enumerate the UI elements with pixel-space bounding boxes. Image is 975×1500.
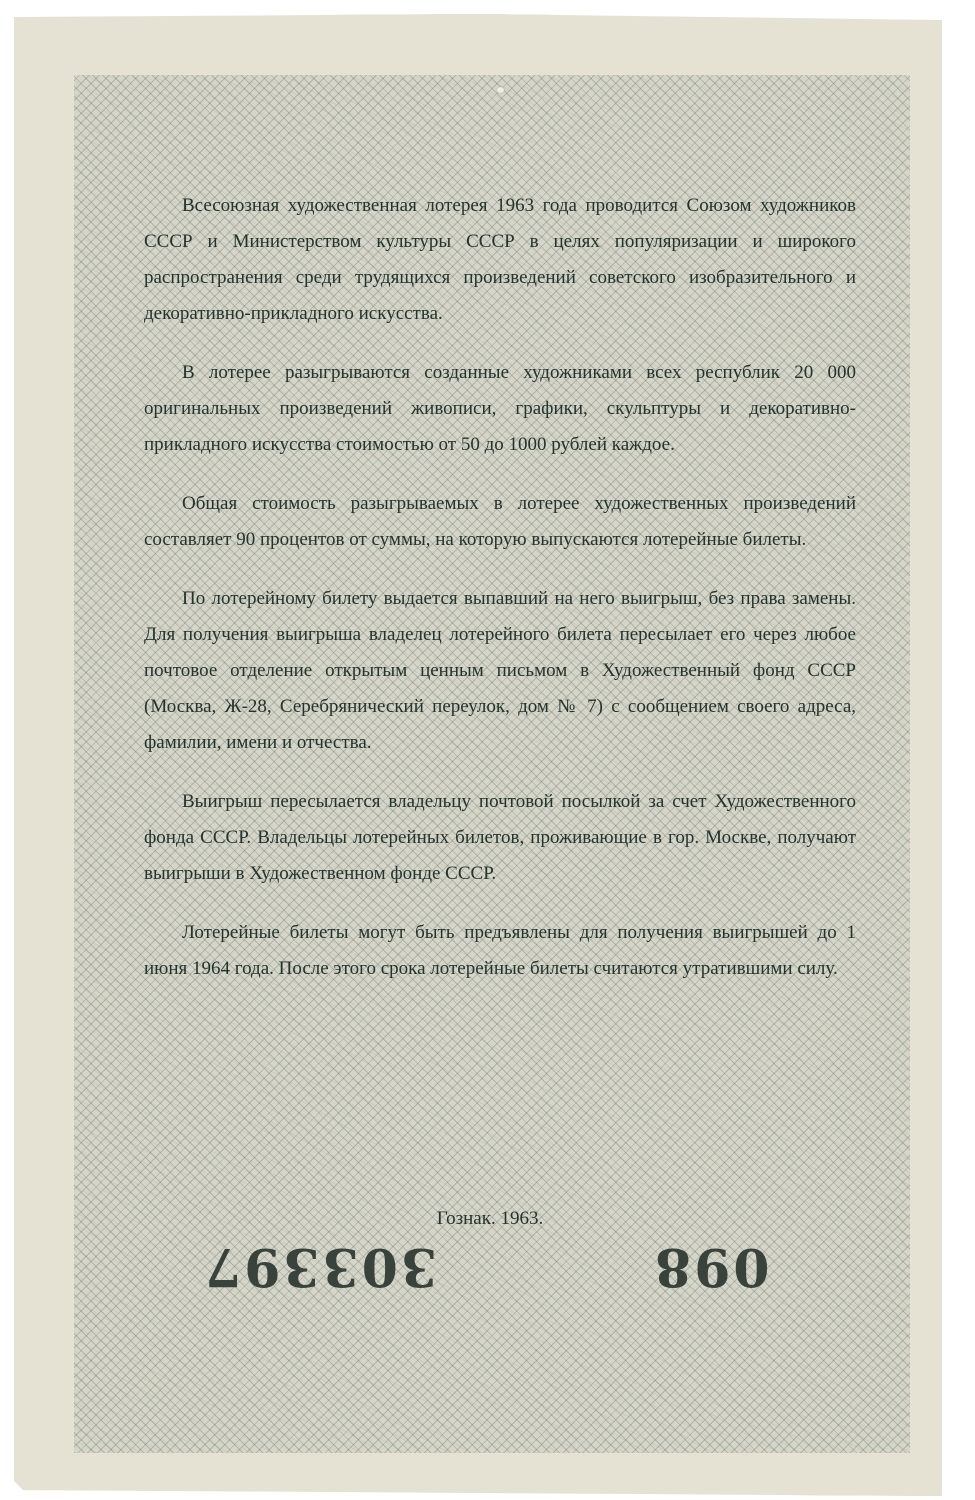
- lottery-rules-text: [144, 188, 856, 1010]
- pinhole-mark: [497, 87, 504, 93]
- printer-imprint: Гознак. 1963.: [436, 1208, 544, 1229]
- paragraph-purpose: Всесоюзная художественная лотерея 1963 года проводится Союзом художников СССР и Министерством культуры СССР в целях популяризации и широкого распространения среди трудящихся произведений советского изобразительного и декоративно-прикладного искусства.: [144, 195, 856, 324]
- paragraph-deadline: Лотерейные билеты могут быть предъявлены для получения выигрышей до 1 июня 1964 года. После этого срока лотерейные билеты считаются утратившими силу.: [144, 922, 856, 979]
- paragraph-prizes: В лотерее разыгрываются созданные художниками всех республик 20 000 оригинальных произведений живописи, графики, скульптуры и декоративно-прикладного искусства стоимостью от 50 до 1000 рублей каждое.: [144, 362, 856, 455]
- series-number: 098: [652, 1236, 770, 1297]
- paragraph-total-value: Общая стоимость разыгрываемых в лотерее художественных произведений составляет 90 процентов от суммы, на которую выпускаются лотерейные билеты.: [144, 493, 856, 550]
- ticket-number: 303397: [202, 1236, 438, 1297]
- paragraph-delivery: Выигрыш пересылается владельцу почтовой посылкой за счет Художественного фонда СССР. Владельцы лотерейных билетов, проживающие в гор. Москве, получают выигрыши в Художественном фонде СССР.: [144, 791, 856, 884]
- paragraph-claim-procedure: По лотерейному билету выдается выпавший на него выигрыш, без права замены. Для получения выигрыша владелец лотерейного билета пересылает его через любое почтовое отделение открытым ценным письмом в Художественный фонд СССР (Москва, Ж-28, Серебрянический переулок, дом № 7) с сообщением своего адреса, фамилии, имени и отчества.: [144, 588, 856, 753]
